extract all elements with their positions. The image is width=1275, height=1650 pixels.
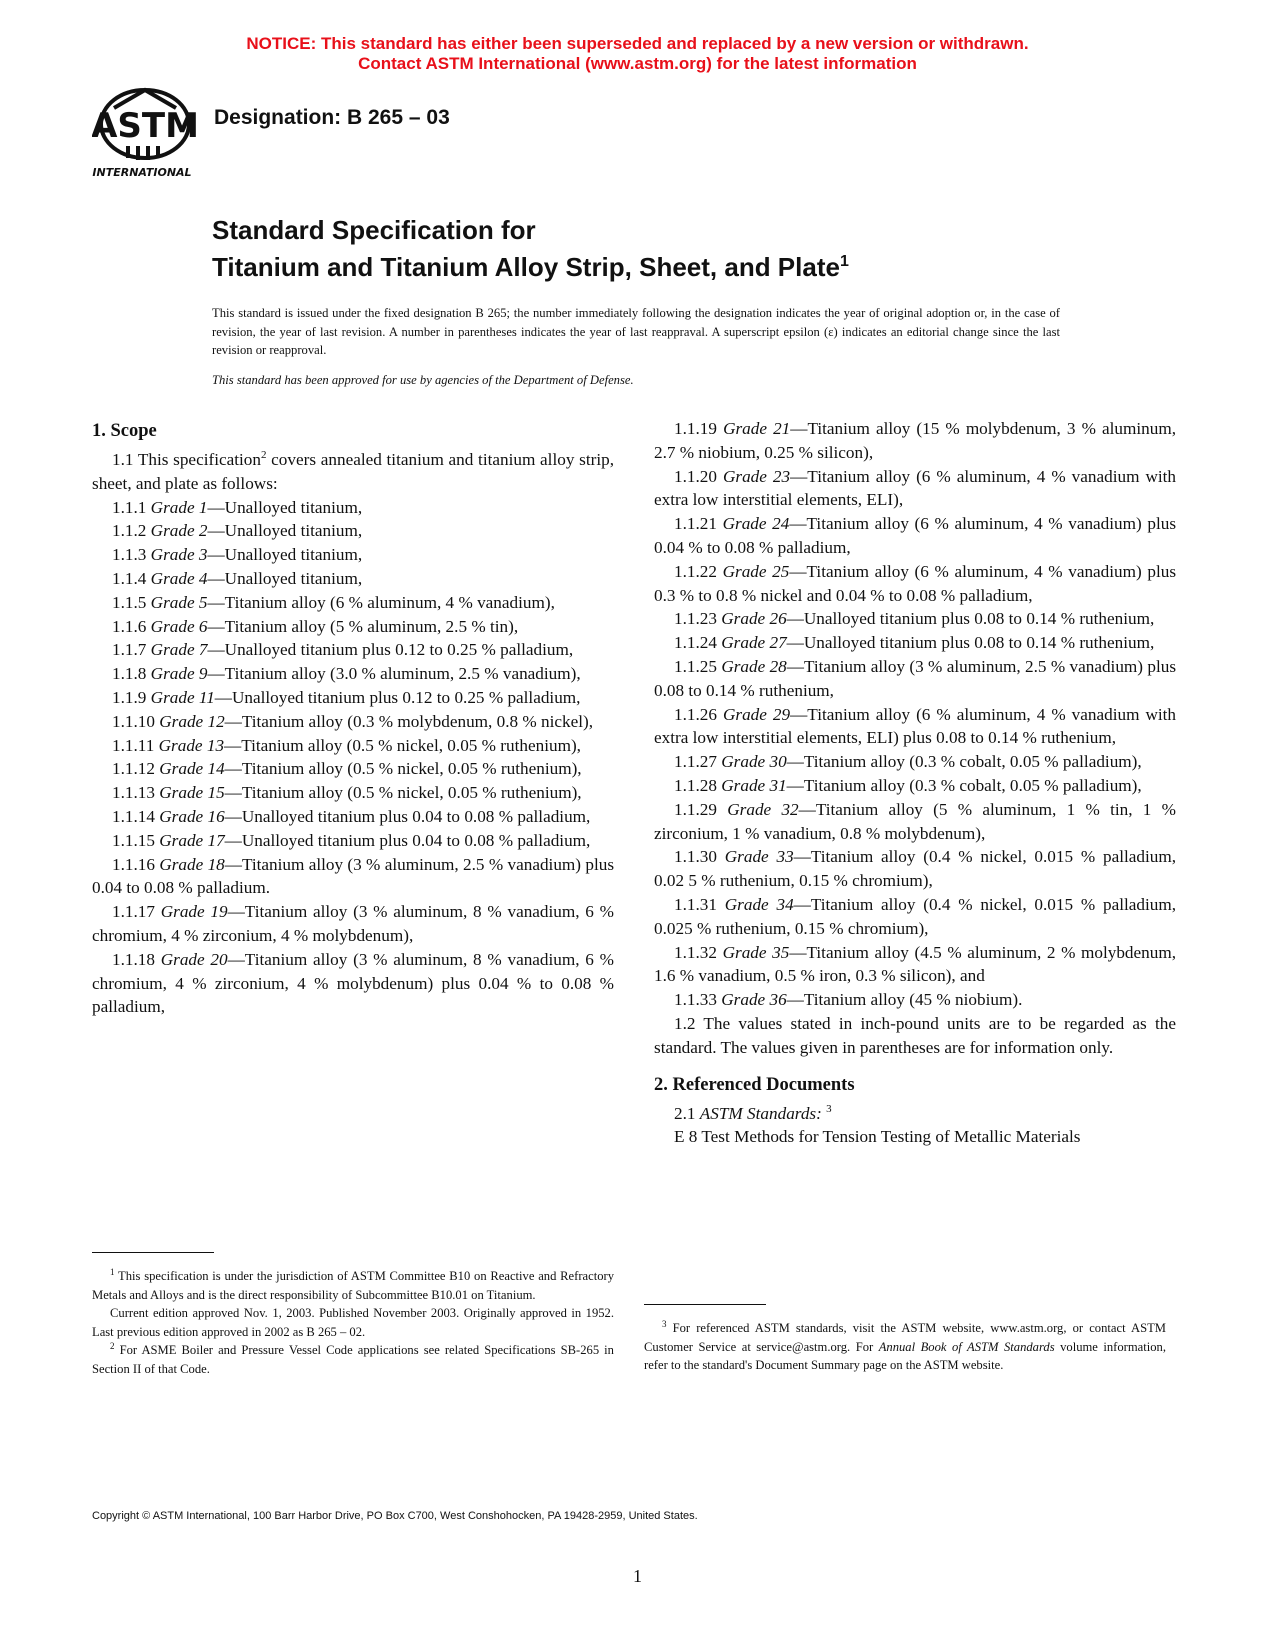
reference-e8: E 8 Test Methods for Tension Testing of Metallic Materials	[674, 1127, 1081, 1147]
title-main: Titanium and Titanium Alloy Strip, Sheet, and Plate	[212, 252, 840, 282]
grade-name: Grade 18	[159, 854, 225, 874]
grade-number: 1.1.26	[674, 704, 717, 724]
grade-name: Grade 17	[159, 830, 225, 850]
grade-item	[654, 798, 1176, 846]
grade-number: 1.1.21	[674, 514, 717, 534]
title-line-2	[212, 246, 849, 283]
grade-name: Grade 4	[150, 568, 208, 588]
grade-item	[654, 941, 1176, 989]
grade-description: —Titanium alloy (3.0 % aluminum, 2.5 % vanadium),	[207, 664, 581, 684]
paragraph-1-1	[92, 448, 614, 496]
footnote-2-mark: 2	[110, 1341, 115, 1351]
grades-list-left	[92, 496, 614, 1020]
grade-description: —Unalloyed titanium,	[207, 521, 363, 541]
grade-description: —Titanium alloy (0.4 % nickel, 0.015 % palladium, 0.025 % ruthenium, 0.15 % chromium),	[654, 894, 1177, 938]
grade-name: Grade 29	[722, 704, 791, 724]
grade-name: Grade 20	[160, 949, 228, 969]
grade-description: —Titanium alloy (15 % molybdenum, 3 % aluminum, 2.7 % niobium, 0.25 % silicon),	[654, 419, 1176, 462]
grade-description: —Titanium alloy (5 % aluminum, 1 % tin, 1 % zirconium, 1 % vanadium, 0.8 % molybdenum),	[654, 799, 1176, 843]
grade-number: 1.1.30	[674, 847, 717, 867]
grade-name: Grade 9	[150, 664, 208, 684]
grade-description: —Titanium alloy (3 % aluminum, 2.5 % vanadium) plus 0.08 to 0.14 % ruthenium,	[654, 656, 1177, 700]
grade-description: —Titanium alloy (6 % aluminum, 4 % vanadium with extra low interstitial elements, ELI),	[654, 466, 1177, 510]
grade-number: 1.1.5	[112, 592, 147, 612]
footnote-2	[92, 1341, 614, 1378]
issued-note: This standard is issued under the fixed designation B 265; the number immediately following the designation indicates the year of original adoption or, in the case of revision, the year of last revision. A number in parentheses indicates the year of last reappraval. A superscript epsilon (ε) indicates an editorial change since the last revision or reapproval.	[212, 306, 1060, 357]
grade-item	[92, 615, 614, 639]
grade-description: —Unalloyed titanium plus 0.12 to 0.25 % palladium,	[214, 687, 581, 707]
grade-number: 1.1.22	[674, 561, 717, 581]
grade-item	[92, 948, 614, 1019]
grade-number: 1.1.7	[112, 640, 147, 660]
grade-item	[92, 686, 614, 710]
footnote-3-text-a: For referenced ASTM standards, visit the ASTM website, www.astm.org, or contact ASTM Customer Service at service@astm.org. For	[644, 1321, 1166, 1354]
grade-item	[654, 774, 1176, 798]
p1-1-footnote-mark: 2	[260, 449, 267, 461]
grade-description: —Titanium alloy (0.3 % cobalt, 0.05 % palladium),	[786, 775, 1142, 795]
grade-name: Grade 5	[150, 592, 208, 612]
grade-name: Grade 30	[721, 752, 787, 772]
grade-name: Grade 27	[721, 633, 787, 653]
footnote-rule-right	[644, 1304, 766, 1305]
footnote-1-text: This specification is under the jurisdiction of ASTM Committee B10 on Reactive and Refractory Metals and Alloys and is the direct responsibility of Subcommittee B10.01 on Titanium.	[92, 1269, 615, 1302]
grade-name: Grade 32	[727, 799, 799, 819]
grade-name: Grade 25	[722, 561, 790, 581]
grade-name: Grade 12	[159, 711, 225, 731]
grade-description: —Titanium alloy (0.3 % cobalt, 0.05 % palladium),	[786, 752, 1142, 772]
referenced-documents-heading: 2. Referenced Documents	[654, 1074, 855, 1095]
grade-item	[92, 519, 614, 543]
grade-description: —Titanium alloy (6 % aluminum, 4 % vanadium) plus 0.04 % to 0.08 % palladium,	[654, 514, 1177, 557]
grade-name: Grade 24	[722, 514, 790, 534]
grade-item	[92, 543, 614, 567]
grade-name: Grade 6	[150, 616, 208, 636]
p2-1-num: 2.1	[674, 1103, 700, 1123]
grade-name: Grade 21	[723, 419, 791, 438]
grade-number: 1.1.20	[674, 466, 717, 486]
grade-item	[654, 512, 1176, 560]
grade-name: Grade 1	[150, 497, 208, 517]
notice-banner	[0, 34, 1275, 74]
grade-name: Grade 23	[722, 466, 791, 486]
grade-number: 1.1.32	[674, 942, 717, 962]
grade-description: —Titanium alloy (6 % aluminum, 4 % vanadium) plus 0.3 % to 0.8 % nickel and 0.04 % to 0.08 % palladium,	[654, 561, 1177, 605]
footnote-2-text: For ASME Boiler and Pressure Vessel Code applications see related Specifications SB-265 in Section II of that Code.	[92, 1343, 614, 1376]
grade-name: Grade 34	[724, 894, 794, 914]
grade-item	[654, 845, 1176, 893]
footnotes-left	[92, 1267, 614, 1378]
grade-item	[92, 638, 614, 662]
grade-description: —Unalloyed titanium,	[207, 497, 363, 517]
grade-name: Grade 26	[721, 609, 787, 629]
grade-description: —Titanium alloy (0.3 % molybdenum, 0.8 % nickel),	[224, 711, 594, 731]
grade-name: Grade 13	[158, 735, 225, 755]
p2-1-footnote-mark: 3	[826, 1102, 832, 1115]
title-line-1: Standard Specification for	[212, 215, 536, 245]
title-footnote-mark: 1	[839, 253, 849, 270]
grade-item	[654, 417, 1176, 465]
grade-name: Grade 35	[722, 942, 790, 962]
right-column	[654, 417, 1176, 1149]
grade-number: 1.1.18	[112, 949, 155, 969]
grade-description: —Titanium alloy (6 % aluminum, 4 % vanadium with extra low interstitial elements, ELI) plus 0.08 to 0.14 % ruthenium,	[654, 704, 1177, 748]
grade-name: Grade 11	[150, 687, 215, 707]
grade-item	[92, 662, 614, 686]
grade-number: 1.1.1	[112, 497, 147, 517]
grade-number: 1.1.24	[674, 633, 717, 653]
grade-description: —Titanium alloy (6 % aluminum, 4 % vanadium),	[207, 592, 555, 612]
grade-number: 1.1.28	[674, 775, 717, 795]
grade-item	[92, 591, 614, 615]
grade-description: —Titanium alloy (3 % aluminum, 8 % vanadium, 6 % chromium, 4 % zirconium, 4 % molybdenum),	[92, 902, 614, 945]
grade-name: Grade 16	[159, 806, 225, 826]
grade-number: 1.1.3	[112, 545, 147, 565]
grade-description: —Titanium alloy (0.4 % nickel, 0.015 % palladium, 0.02 5 % ruthenium, 0.15 % chromium),	[654, 847, 1177, 891]
grade-item	[654, 655, 1176, 703]
grade-name: Grade 3	[150, 545, 208, 565]
grade-description: —Unalloyed titanium plus 0.04 to 0.08 % palladium,	[224, 830, 591, 850]
grade-number: 1.1.23	[674, 609, 717, 629]
grade-description: —Titanium alloy (3 % aluminum, 8 % vanadium, 6 % chromium, 4 % zirconium, 4 % molybdenum) plus 0.04 % to 0.08 % palladium,	[92, 949, 614, 1017]
astm-logo	[92, 82, 198, 182]
grade-name: Grade 36	[721, 990, 787, 1010]
grade-description: —Unalloyed titanium plus 0.08 to 0.14 % ruthenium,	[786, 633, 1155, 653]
grades-list-right	[654, 417, 1176, 1012]
grade-number: 1.1.8	[112, 664, 147, 684]
grade-name: Grade 28	[721, 656, 787, 676]
grade-number: 1.1.2	[112, 521, 147, 541]
p2-1-astm-standards: ASTM Standards:	[699, 1103, 822, 1123]
grade-number: 1.1.17	[112, 902, 155, 922]
paragraph-1-2: 1.2 The values stated in inch-pound units are to be regarded as the standard. The values given in parentheses are for information only.	[654, 1013, 1176, 1057]
logo-letters: ASTM	[92, 106, 198, 146]
grade-number: 1.1.14	[112, 806, 155, 826]
grade-item	[92, 734, 614, 758]
grade-number: 1.1.6	[112, 616, 147, 636]
grade-item	[654, 465, 1176, 513]
grade-number: 1.1.25	[674, 656, 717, 676]
grade-number: 1.1.10	[112, 711, 155, 731]
footnote-3-mark: 3	[662, 1319, 667, 1329]
grade-description: —Unalloyed titanium plus 0.08 to 0.14 % ruthenium,	[786, 609, 1155, 629]
grade-item	[92, 757, 614, 781]
grade-item	[92, 567, 614, 591]
grade-number: 1.1.16	[112, 854, 155, 874]
grade-description: —Titanium alloy (0.5 % nickel, 0.05 % ruthenium),	[224, 783, 582, 803]
grade-name: Grade 14	[159, 759, 225, 779]
footnote-3-text-b: volume information, refer to the standard's Document Summary page on the ASTM website.	[644, 1339, 1166, 1372]
notice-line-2: Contact ASTM International (www.astm.org) for the latest information	[358, 54, 917, 73]
astm-logo-icon	[92, 82, 198, 182]
grade-description: —Unalloyed titanium,	[207, 545, 363, 565]
grade-item	[92, 710, 614, 734]
grade-item	[654, 703, 1176, 751]
grade-description: —Unalloyed titanium,	[207, 568, 363, 588]
grade-item	[92, 853, 614, 901]
grade-description: —Titanium alloy (5 % aluminum, 2.5 % tin),	[207, 616, 519, 636]
p1-1-text-a: 1.1 This specification	[112, 450, 261, 469]
grade-number: 1.1.31	[674, 894, 717, 914]
grade-number: 1.1.11	[112, 735, 155, 755]
footnote-rule-left	[92, 1252, 214, 1253]
footnote-3	[644, 1319, 1166, 1375]
grade-item	[654, 750, 1176, 774]
footnote-3-annual-book: Annual Book of ASTM Standards	[878, 1339, 1055, 1354]
grade-number: 1.1.4	[112, 568, 147, 588]
grade-number: 1.1.9	[112, 687, 147, 707]
grade-item	[92, 781, 614, 805]
footnote-1-edition: Current edition approved Nov. 1, 2003. Published November 2003. Originally approved in 1952. Last previous edition approved in 2002 as B 265 – 02.	[92, 1306, 614, 1339]
grade-name: Grade 33	[724, 847, 794, 867]
grade-item	[92, 805, 614, 829]
footnote-1	[92, 1267, 614, 1304]
scope-heading: 1. Scope	[92, 421, 157, 441]
grade-name: Grade 15	[159, 783, 225, 803]
grade-description: —Titanium alloy (45 % niobium).	[786, 990, 1023, 1010]
p1-1-text-b: covers annealed titanium and titanium alloy strip, sheet, and plate as follows:	[92, 450, 614, 493]
grade-item	[654, 631, 1176, 655]
notice-line-1: NOTICE: This standard has either been superseded and replaced by a new version or withdrawn.	[246, 34, 1029, 53]
grade-name: Grade 31	[721, 775, 787, 795]
footnote-1-mark: 1	[110, 1267, 115, 1277]
grade-number: 1.1.19	[674, 419, 717, 438]
grade-item	[654, 893, 1176, 941]
footnotes-right	[644, 1319, 1166, 1375]
grade-description: —Titanium alloy (3 % aluminum, 2.5 % vanadium) plus 0.04 to 0.08 % palladium.	[92, 854, 615, 898]
logo-text: INTERNATIONAL	[92, 166, 192, 179]
grade-name: Grade 19	[160, 902, 228, 922]
designation: Designation: B 265 – 03	[214, 106, 450, 129]
grade-description: —Titanium alloy (0.5 % nickel, 0.05 % ruthenium),	[224, 735, 581, 755]
grade-name: Grade 7	[150, 640, 208, 660]
grade-name: Grade 2	[150, 521, 208, 541]
grade-number: 1.1.13	[112, 783, 155, 803]
grade-item	[654, 607, 1176, 631]
grade-item	[92, 900, 614, 948]
copyright: Copyright © ASTM International, 100 Barr Harbor Drive, PO Box C700, West Conshohocken, PA 19428-2959, United States.	[92, 1510, 698, 1522]
paragraph-2-1	[654, 1102, 1176, 1126]
grade-description: —Titanium alloy (4.5 % aluminum, 2 % molybdenum, 1.6 % vanadium, 0.5 % iron, 0.3 % silicon), and	[654, 942, 1176, 986]
grade-item	[654, 988, 1176, 1012]
grade-item	[654, 560, 1176, 608]
grade-number: 1.1.15	[112, 830, 155, 850]
document-title	[212, 214, 849, 283]
grade-description: —Unalloyed titanium plus 0.04 to 0.08 % palladium,	[224, 806, 591, 826]
grade-number: 1.1.29	[674, 799, 717, 819]
grade-item	[92, 829, 614, 853]
grade-number: 1.1.27	[674, 752, 717, 772]
grade-description: —Titanium alloy (0.5 % nickel, 0.05 % ruthenium),	[224, 759, 582, 779]
grade-number: 1.1.33	[674, 990, 717, 1010]
grade-number: 1.1.12	[112, 759, 155, 779]
grade-item	[92, 496, 614, 520]
left-column	[92, 418, 614, 1019]
grade-description: —Unalloyed titanium plus 0.12 to 0.25 % palladium,	[207, 640, 574, 660]
page-number: 1	[633, 1566, 642, 1586]
approved-note: This standard has been approved for use by agencies of the Department of Defense.	[212, 373, 634, 387]
